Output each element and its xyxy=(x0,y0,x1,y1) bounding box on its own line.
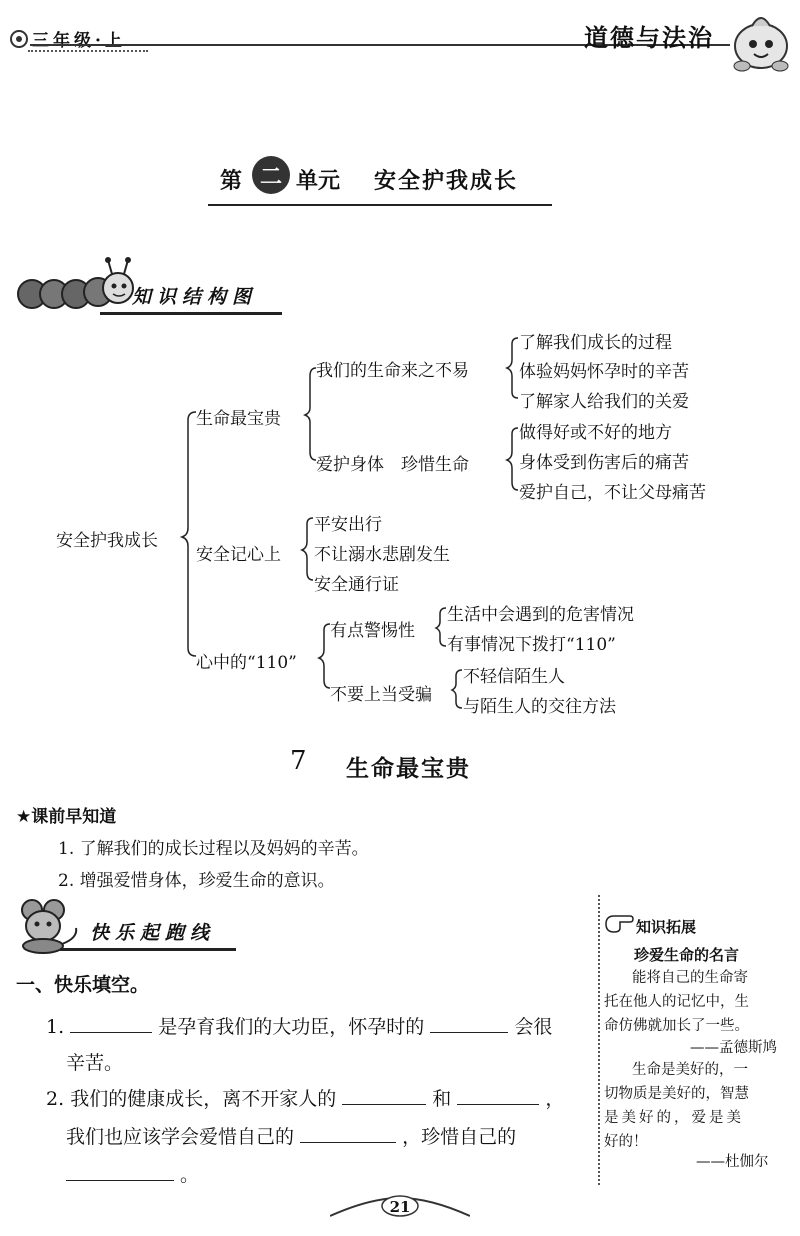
preview-heading: ★课前早知道 xyxy=(16,807,117,827)
q1-blank-1[interactable] xyxy=(70,1012,152,1033)
q2-blank-2[interactable] xyxy=(457,1084,539,1105)
quote-1-line: 托在他人的记忆中，生 xyxy=(604,994,749,1010)
q2-text-6: 。 xyxy=(180,1164,200,1186)
leaf-item: 了解家人给我们的关爱 xyxy=(519,392,689,412)
lesson-title: 生命最宝贵 xyxy=(346,756,471,782)
sidebar-title: 知识拓展 xyxy=(636,918,697,936)
branch-110: 心中的“110” xyxy=(196,653,297,673)
page-number: 21 xyxy=(389,1198,411,1216)
subject-title: 道德与法治 xyxy=(584,24,714,52)
unit-number: 二 xyxy=(260,165,283,190)
leaf-item: 不轻信陌生人 xyxy=(463,667,565,687)
q2-text-1: 我们的健康成长，离不开家人的 xyxy=(70,1088,337,1110)
quote-2-author: ——杜伽尔 xyxy=(696,1154,769,1170)
node-life-not-easy: 我们的生命来之不易 xyxy=(316,361,469,381)
leaf-item: 了解我们成长的过程 xyxy=(519,333,672,353)
q1-number: 1. xyxy=(46,1016,65,1038)
branch-life-precious: 生命最宝贵 xyxy=(196,409,281,429)
unit-prefix: 第 xyxy=(220,169,243,194)
q2-text-2: 和 xyxy=(432,1088,452,1110)
q2-blank-3[interactable] xyxy=(300,1122,396,1143)
knowledge-section-title: 知识结构图 xyxy=(132,286,258,308)
quote-2-line: 生命是美好的，一 xyxy=(632,1062,748,1078)
pointing-hand-icon xyxy=(604,912,634,934)
quote-2-line: 是美好的，爱是美 xyxy=(604,1110,744,1126)
run-section-title: 快乐起跑线 xyxy=(90,922,216,944)
mind-map-root: 安全护我成长 xyxy=(56,531,158,551)
quote-1-line: 命仿佛就加长了一些。 xyxy=(604,1018,749,1034)
leaf-item: 身体受到伤害后的痛苦 xyxy=(519,453,689,473)
question-2-line-3 xyxy=(66,1160,199,1187)
node-alert: 有点警惕性 xyxy=(330,621,415,641)
leaf-item: 体验妈妈怀孕时的辛苦 xyxy=(519,362,689,382)
quote-1-author: ——孟德斯鸠 xyxy=(690,1040,777,1056)
q1-text-2: 会很 xyxy=(514,1016,553,1038)
question-2-line-2 xyxy=(66,1122,516,1149)
question-1 xyxy=(46,1012,552,1039)
unit-title: 安全护我成长 xyxy=(374,169,519,194)
q2-blank-1[interactable] xyxy=(342,1084,426,1105)
leaf-item: 爱护自己，不让父母痛苦 xyxy=(519,483,706,503)
leaf-item: 有事情况下拨打“110” xyxy=(447,635,616,655)
question-2 xyxy=(46,1084,564,1111)
mouse-icon xyxy=(14,898,84,954)
node-no-cheat: 不要上当受骗 xyxy=(330,685,432,705)
node-protect-body: 爱护身体 珍惜生命 xyxy=(316,455,469,475)
sidebar-divider xyxy=(598,895,600,1185)
q2-text-4: 我们也应该学会爱惜自己的 xyxy=(66,1126,295,1148)
q1-text-1: 是孕育我们的大功臣，怀孕时的 xyxy=(158,1016,425,1038)
q2-text-5: ，珍惜自己的 xyxy=(402,1126,517,1148)
unit-suffix: 单元 xyxy=(296,169,341,194)
preview-item: 1. 了解我们的成长过程以及妈妈的辛苦。 xyxy=(58,839,369,859)
q2-text-3: ， xyxy=(545,1088,565,1110)
q1-line-2: 辛苦。 xyxy=(66,1052,124,1074)
branch-safety: 安全记心上 xyxy=(196,545,281,565)
sidebar-subtitle: 珍爱生命的名言 xyxy=(634,946,740,964)
run-section-rule xyxy=(60,948,236,951)
leaf-item: 安全通行证 xyxy=(314,575,399,595)
leaf-item: 与陌生人的交往方法 xyxy=(463,697,616,717)
q2-number: 2. xyxy=(46,1088,65,1110)
leaf-item: 做得好或不好的地方 xyxy=(519,423,672,443)
quote-1-line: 能将自己的生命寄 xyxy=(632,970,748,986)
q1-blank-2[interactable] xyxy=(430,1012,508,1033)
lesson-number: 7 xyxy=(290,746,307,776)
leaf-item: 生活中会遇到的危害情况 xyxy=(447,605,634,625)
leaf-item: 平安出行 xyxy=(314,515,382,535)
preview-item: 2. 增强爱惜身体，珍爱生命的意识。 xyxy=(58,871,335,891)
quote-2-line: 切物质是美好的，智慧 xyxy=(604,1086,749,1102)
q2-blank-4[interactable] xyxy=(66,1160,174,1181)
grade-label: 三年级·上 xyxy=(32,31,126,51)
quote-2-line: 好的！ xyxy=(604,1134,648,1150)
exercise-heading: 一、快乐填空。 xyxy=(16,974,150,996)
leaf-item: 不让溺水悲剧发生 xyxy=(314,545,450,565)
